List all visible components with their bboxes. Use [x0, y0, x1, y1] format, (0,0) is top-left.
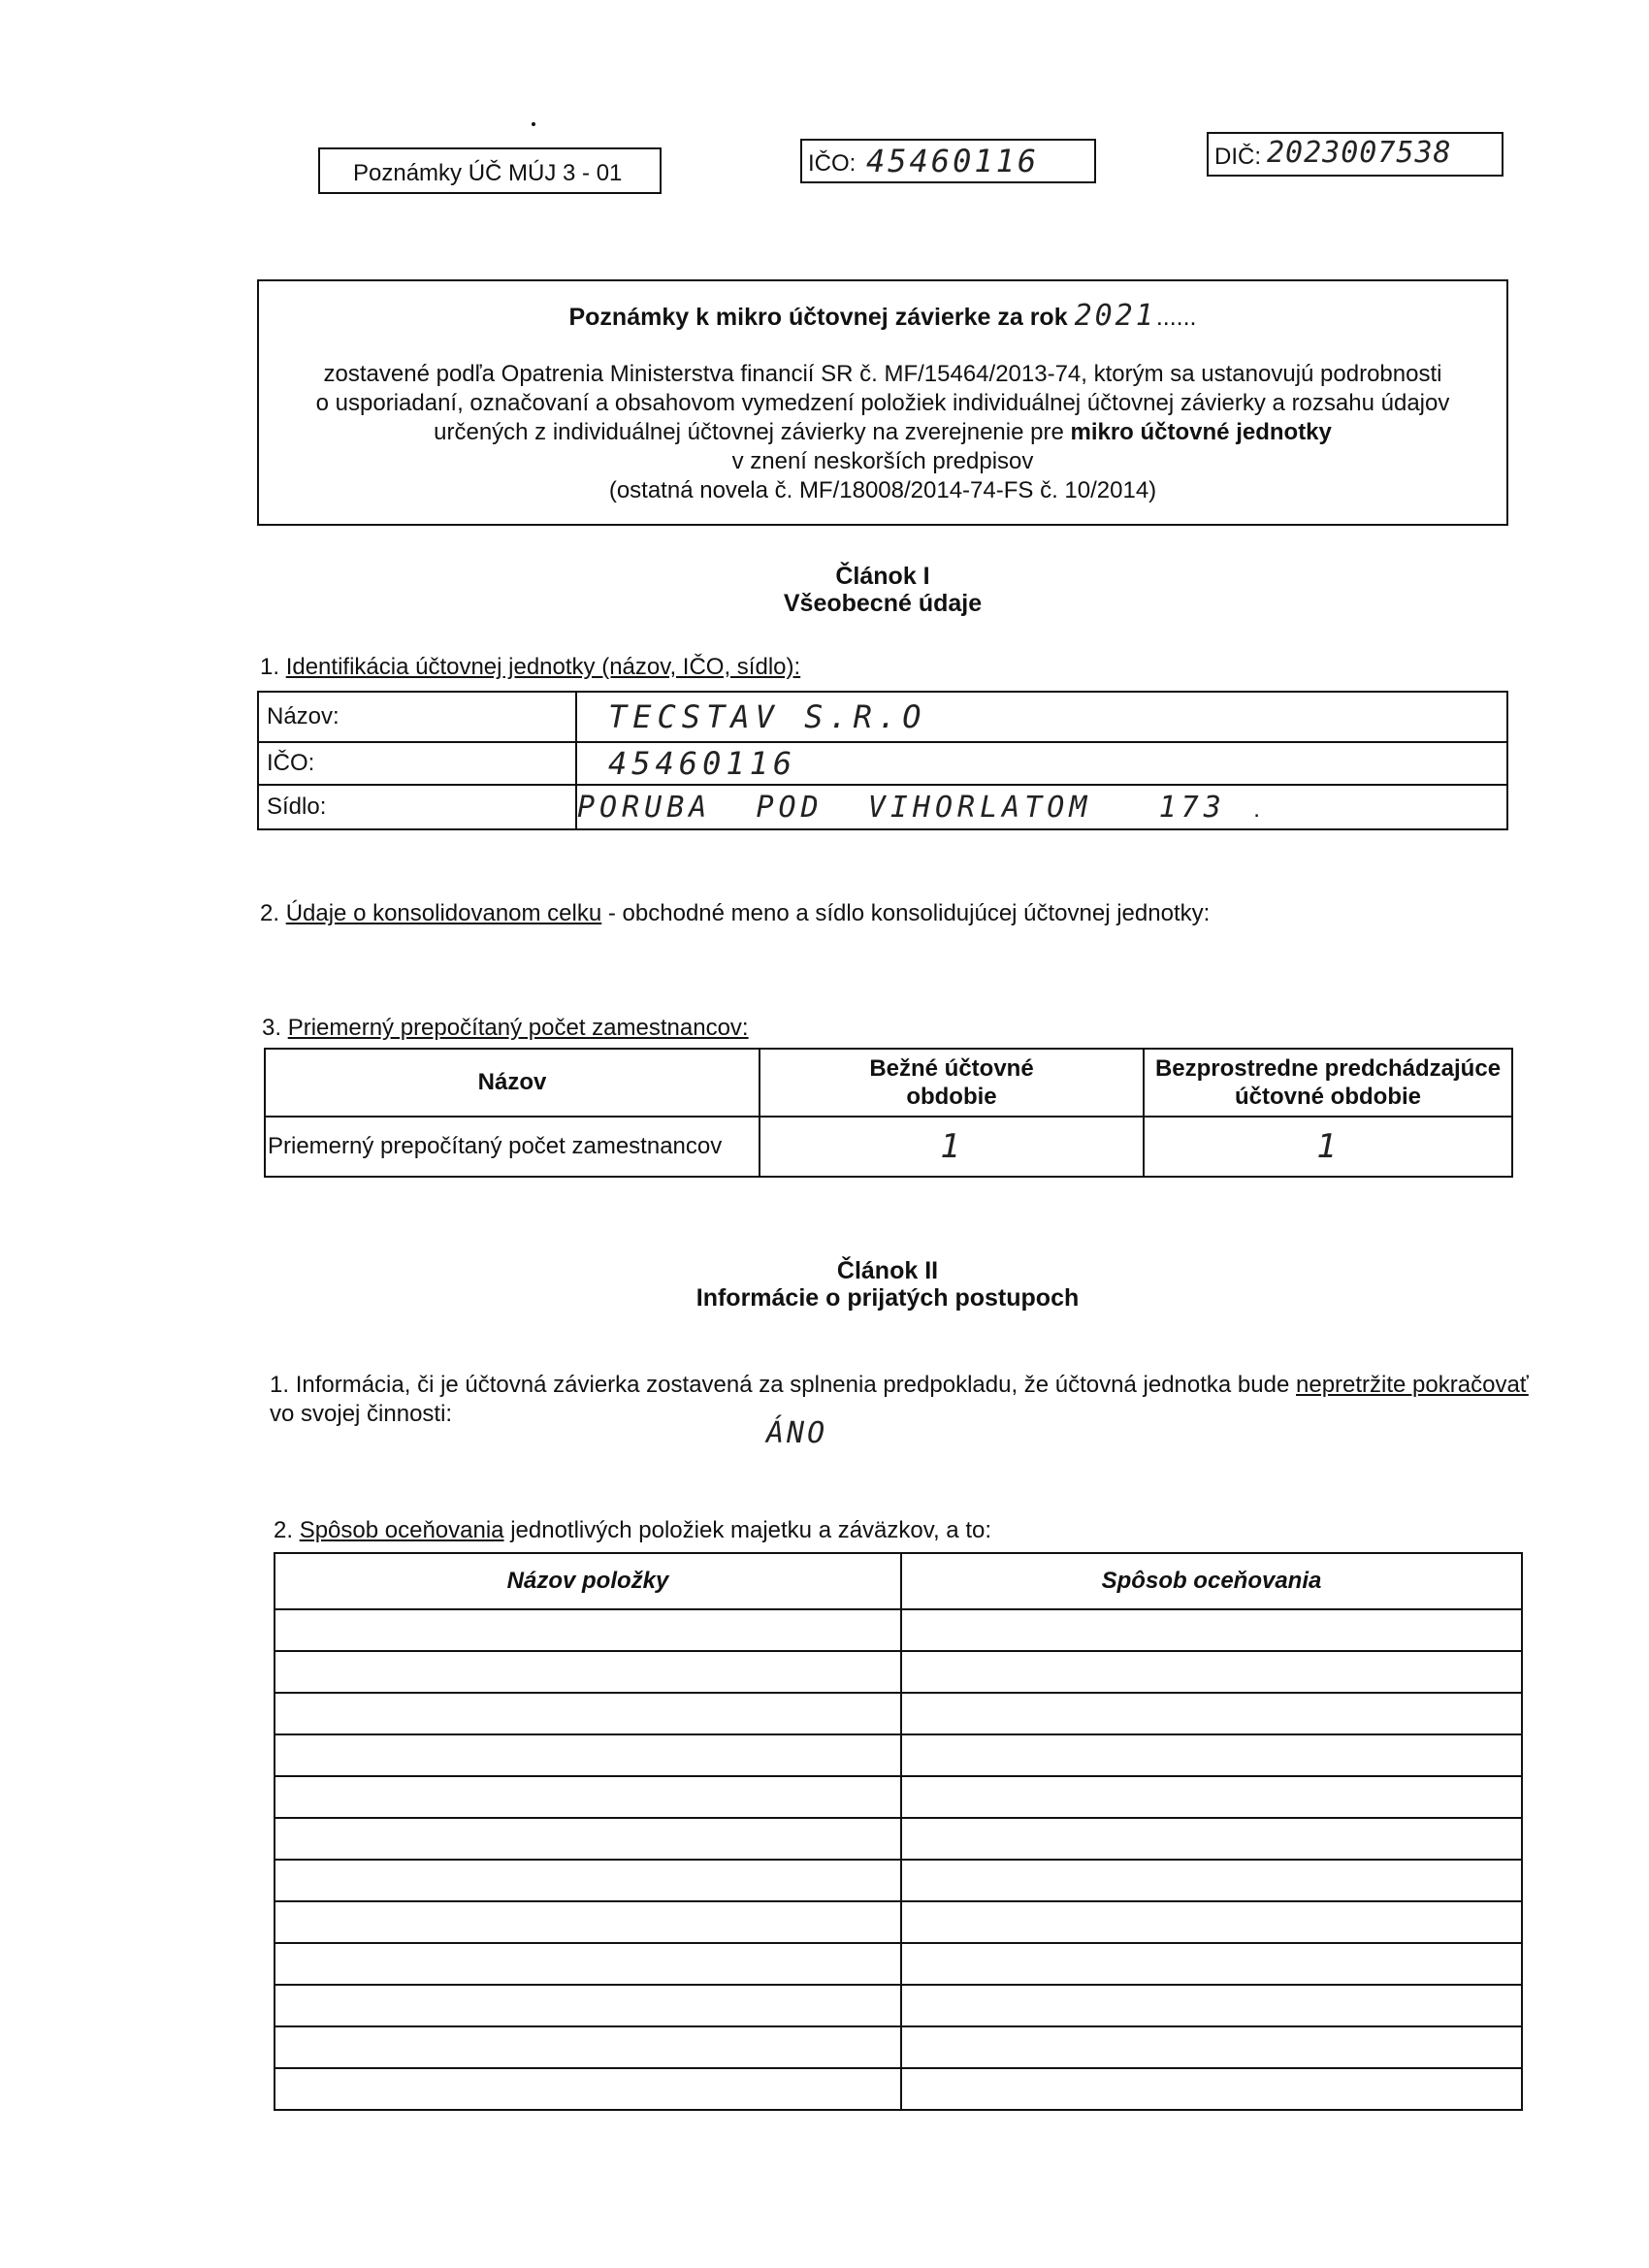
item2-number: 2.: [260, 900, 280, 926]
ident-value: [576, 785, 1507, 829]
article2-item2: [274, 1517, 991, 1544]
employee-previous-value: 1: [1144, 1117, 1512, 1177]
a2-item2-number: 2.: [274, 1517, 294, 1543]
valuation-item-cell: [275, 1734, 901, 1776]
employee-row-label: Priemerný prepočítaný počet zamestnancov: [265, 1117, 760, 1177]
valuation-method-cell: [901, 1901, 1522, 1943]
current-header-line1: Bežné účtovné: [869, 1055, 1034, 1082]
article1-item1: [260, 654, 800, 681]
a2-item1-number: 1.: [270, 1372, 290, 1398]
a2-item1-underlined: nepretržite pokračovať: [1296, 1372, 1529, 1398]
article2-subheading: Informácie o prijatých postupoch: [695, 1284, 1080, 1312]
ident-row-sidlo: [258, 785, 1507, 829]
ident-value-text: 45460116: [608, 745, 797, 782]
employee-col-current: [760, 1049, 1144, 1117]
valuation-item-cell: [275, 1901, 901, 1943]
valuation-row: [275, 1860, 1522, 1901]
valuation-method-cell: [901, 1651, 1522, 1693]
valuation-method-cell: [901, 1943, 1522, 1985]
valuation-item-cell: [275, 1776, 901, 1818]
ident-label: Názov:: [258, 692, 576, 742]
title-line-3-prefix: určených z individuálnej účtovnej závierky na zverejnenie pre: [434, 419, 1064, 445]
valuation-method-cell: [901, 1776, 1522, 1818]
item3-label: Priemerný prepočítaný počet zamestnancov:: [287, 1015, 749, 1041]
valuation-row: [275, 1985, 1522, 2026]
valuation-method-cell: [901, 1693, 1522, 1734]
title-line-3-bold: mikro účtovné jednotky: [1070, 419, 1332, 445]
employee-data-row: [265, 1117, 1512, 1177]
valuation-col-item: Názov položky: [275, 1553, 901, 1609]
valuation-header-row: [275, 1553, 1522, 1609]
valuation-item-cell: [275, 2068, 901, 2110]
valuation-item-cell: [275, 1818, 901, 1860]
stray-dot: [532, 122, 535, 126]
ident-row-ico: [258, 742, 1507, 785]
valuation-item-cell: [275, 1943, 901, 1985]
a2-item1-line2: vo svojej činnosti:: [270, 1401, 453, 1427]
form-code: Poznámky ÚČ MÚJ 3 - 01: [353, 160, 623, 186]
valuation-method-cell: [901, 2068, 1522, 2110]
valuation-item-cell: [275, 1693, 901, 1734]
ident-value-text: TECSTAV S.R.O: [608, 698, 927, 735]
title-line-5: (ostatná novela č. MF/18008/2014-74-FS č. 10/2014): [608, 477, 1157, 503]
title-line-3: [259, 419, 1506, 446]
article1-item3: [262, 1015, 749, 1042]
valuation-method-cell: [901, 2026, 1522, 2068]
valuation-body: [275, 1609, 1522, 2110]
valuation-row: [275, 2026, 1522, 2068]
employee-table: [264, 1048, 1513, 1178]
dic-label: DIČ:: [1214, 144, 1261, 170]
item2-underlined: Údaje o konsolidovanom celku: [285, 900, 602, 926]
a2-item2-rest: jednotlivých položiek majetku a záväzkov, a to:: [503, 1517, 992, 1543]
ident-value: [576, 692, 1507, 742]
valuation-item-cell: [275, 2026, 901, 2068]
title-year: 2021: [1074, 299, 1156, 333]
article2-item1: [270, 1372, 1529, 1399]
ident-value: [576, 742, 1507, 785]
ident-row-name: [258, 692, 1507, 742]
valuation-item-cell: [275, 1609, 901, 1651]
title-line: [259, 299, 1506, 333]
valuation-row: [275, 1651, 1522, 1693]
form-code-box: [318, 147, 662, 194]
previous-header-line2: účtovné obdobie: [1235, 1084, 1421, 1110]
ident-label: Sídlo:: [258, 785, 576, 829]
valuation-method-cell: [901, 1985, 1522, 2026]
valuation-method-cell: [901, 1734, 1522, 1776]
ico-label: IČO:: [808, 150, 857, 177]
title-line-2: o usporiadaní, označovaní a obsahovom vymedzení položiek individuálnej účtovnej závierky a rozsahu údajov: [315, 390, 1450, 416]
current-header-line2: obdobie: [906, 1084, 997, 1110]
article1-subheading: Všeobecné údaje: [783, 590, 983, 617]
valuation-row: [275, 1734, 1522, 1776]
title-line-4: v znení neskorších predpisov: [731, 448, 1034, 474]
title-year-dots: ......: [1155, 304, 1197, 331]
valuation-row: [275, 1943, 1522, 1985]
valuation-method-cell: [901, 1860, 1522, 1901]
valuation-item-cell: [275, 1860, 901, 1901]
a2-item1-text: Informácia, či je účtovná závierka zostavená za splnenia predpokladu, že účtovná jednotka bude: [295, 1372, 1290, 1398]
title-prefix: Poznámky k mikro účtovnej závierke za rok: [568, 304, 1068, 331]
ico-value: 45460116: [866, 143, 1040, 179]
article1-heading: Článok I: [835, 563, 930, 590]
valuation-item-cell: [275, 1985, 901, 2026]
previous-header-line1: Bezprostredne predchádzajúce: [1154, 1055, 1502, 1082]
valuation-row: [275, 2068, 1522, 2110]
a2-item2-underlined: Spôsob oceňovania: [299, 1517, 504, 1543]
valuation-method-cell: [901, 1818, 1522, 1860]
a2-item1-answer: ÁNO: [766, 1416, 828, 1450]
valuation-row: [275, 1776, 1522, 1818]
valuation-row: [275, 1609, 1522, 1651]
ident-label: IČO:: [258, 742, 576, 785]
title-block: [257, 279, 1508, 526]
item1-label: Identifikácia účtovnej jednotky (názov, IČO, sídlo):: [285, 654, 801, 680]
valuation-table: [274, 1552, 1523, 2111]
article2-heading: Článok II: [836, 1257, 939, 1284]
ident-value-text: PORUBA POD VIHORLATOM 173: [577, 790, 1226, 825]
employee-col-name: Názov: [265, 1049, 760, 1117]
employee-header-row: [265, 1049, 1512, 1117]
valuation-col-method: Spôsob oceňovania: [901, 1553, 1522, 1609]
item3-number: 3.: [262, 1015, 282, 1041]
valuation-item-cell: [275, 1651, 901, 1693]
item2-rest: - obchodné meno a sídlo konsolidujúcej účtovnej jednotky:: [601, 900, 1211, 926]
item1-number: 1.: [260, 654, 280, 680]
dic-box: [1207, 132, 1504, 177]
valuation-row: [275, 1818, 1522, 1860]
employee-current-value: 1: [760, 1117, 1144, 1177]
ico-box: [800, 139, 1096, 183]
valuation-method-cell: [901, 1609, 1522, 1651]
sidlo-dot: .: [1253, 795, 1260, 823]
article1-item2: [260, 900, 1210, 927]
employee-col-previous: [1144, 1049, 1512, 1117]
dic-value: 2023007538: [1267, 136, 1452, 170]
valuation-row: [275, 1693, 1522, 1734]
title-line-1: zostavené podľa Opatrenia Ministerstva financií SR č. MF/15464/2013-74, ktorým sa ustanovujú podrobnosti: [323, 361, 1442, 387]
valuation-row: [275, 1901, 1522, 1943]
identification-table: [257, 691, 1508, 830]
